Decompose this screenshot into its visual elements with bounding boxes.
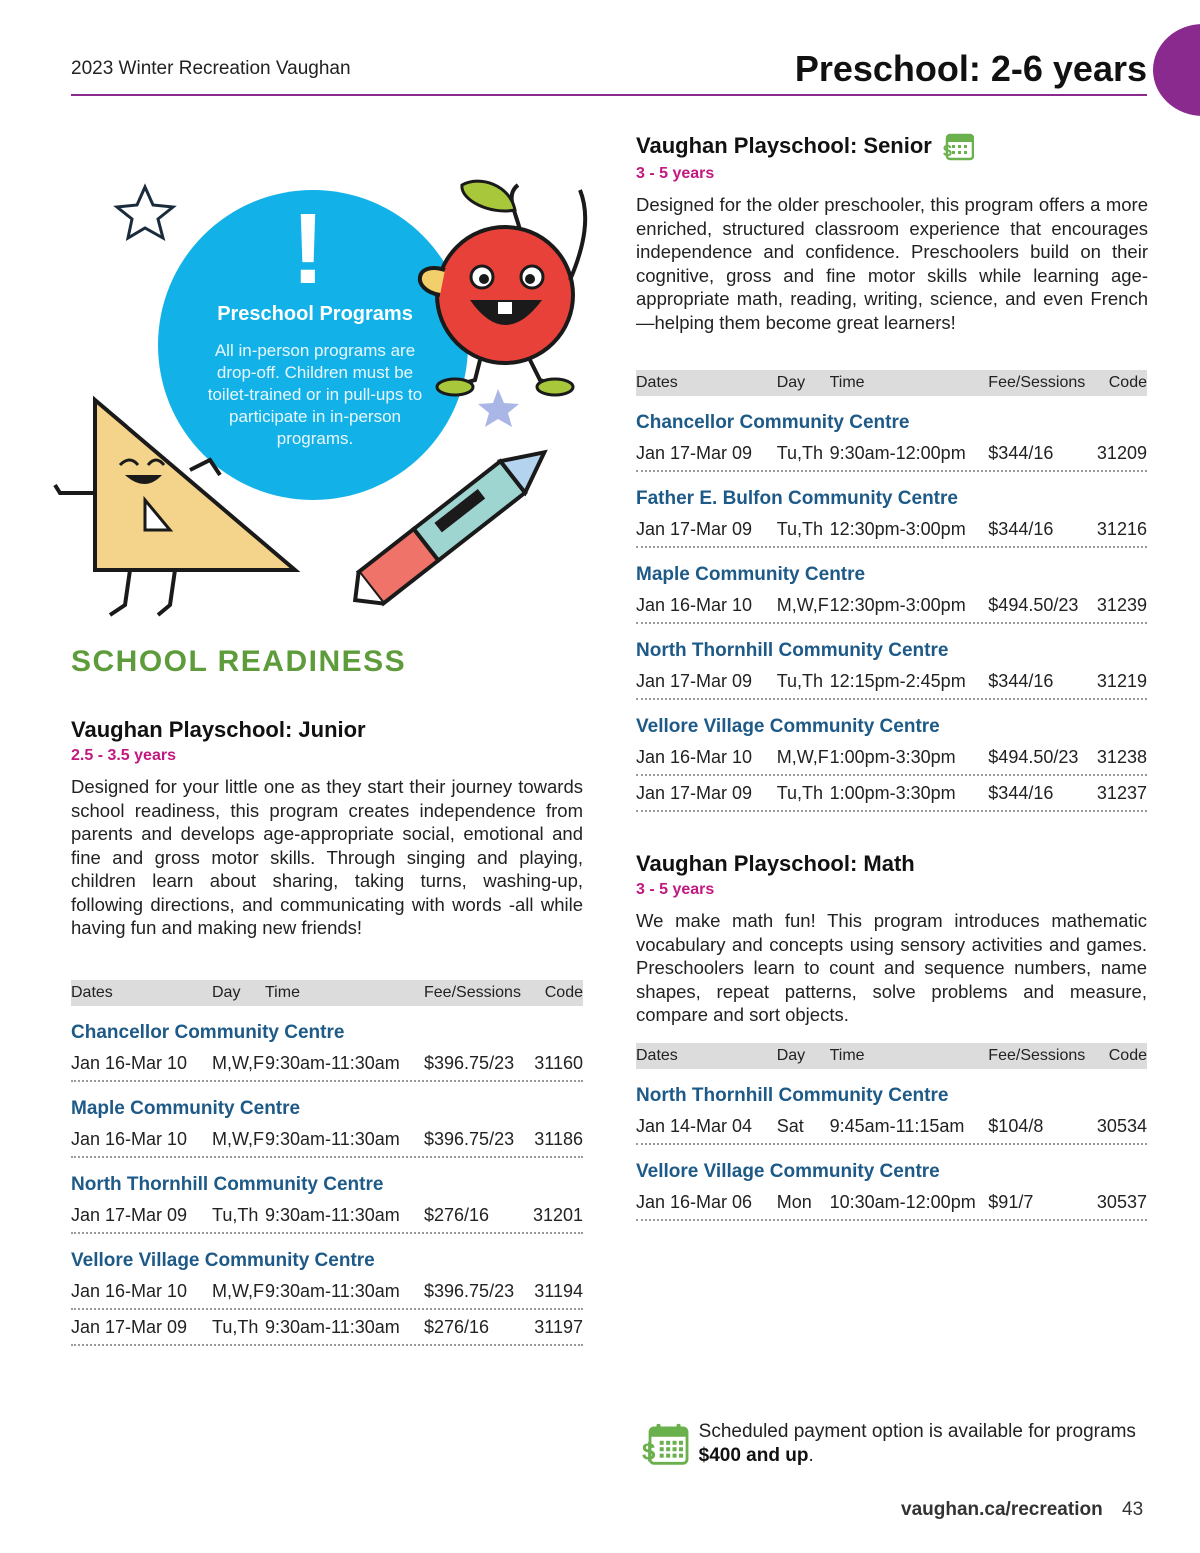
- program-title: Vaughan Playschool: Junior: [71, 717, 366, 742]
- cell-time: 1:00pm-3:30pm: [829, 746, 956, 767]
- table-header: [71, 980, 583, 1006]
- payment-text: [699, 1420, 1147, 1468]
- column-header-day: Day: [776, 374, 806, 391]
- program-description: We make math fun! This program introduces mathematic vocabulary and concepts using sensory activities and games. Preschoolers learn to count and sequence numbers, name shapes, repeat patterns, solve problems and measure, compare and sort objects.: [636, 910, 1147, 1025]
- cell-code: 31237: [1096, 782, 1147, 803]
- page-number: 43: [1122, 1499, 1144, 1520]
- column-header-code: Code: [1108, 374, 1147, 391]
- cell-day: M,W,F: [776, 594, 829, 615]
- cell-day: Tu,Th: [212, 1204, 259, 1225]
- outline-star-icon: [117, 187, 173, 238]
- table-row: [71, 1274, 583, 1310]
- table-row: [636, 1185, 1147, 1221]
- location-name: North Thornhill Community Centre: [71, 1174, 384, 1195]
- cell-fee: $344/16: [988, 782, 1054, 803]
- cell-code: 31209: [1096, 442, 1147, 463]
- section-title: Preschool: 2-6 years: [794, 48, 1147, 89]
- location-name: Vellore Village Community Centre: [71, 1250, 375, 1271]
- svg-text:$: $: [942, 143, 952, 160]
- cell-dates: Jan 17-Mar 09: [71, 1316, 188, 1337]
- payment-note: [642, 1418, 1147, 1470]
- column-header-dates: Dates: [71, 984, 113, 1001]
- cell-fee: $91/7: [988, 1191, 1034, 1212]
- cell-day: Tu,Th: [776, 670, 824, 691]
- location-name: Maple Community Centre: [636, 564, 866, 585]
- table-header: [636, 370, 1147, 396]
- cell-code: 30534: [1096, 1115, 1147, 1136]
- cell-dates: Jan 16-Mar 10: [71, 1280, 188, 1301]
- cell-dates: Jan 14-Mar 04: [636, 1115, 753, 1136]
- table-header: [636, 1043, 1147, 1069]
- location-name: Vellore Village Community Centre: [636, 716, 940, 737]
- cell-code: 31219: [1096, 670, 1147, 691]
- publication-title: 2023 Winter Recreation Vaughan: [71, 58, 351, 79]
- cell-day: Sat: [776, 1115, 804, 1136]
- location-name: North Thornhill Community Centre: [636, 1085, 949, 1106]
- cell-time: 9:30am-11:30am: [265, 1280, 400, 1301]
- cell-code: 31194: [534, 1280, 583, 1301]
- footer-url[interactable]: vaughan.ca/recreation: [901, 1499, 1103, 1520]
- program-title-text: Vaughan Playschool: Senior: [636, 133, 932, 158]
- program-title: [636, 131, 1148, 161]
- cell-time: 9:30am-12:00pm: [829, 442, 966, 463]
- table-row: [71, 1310, 583, 1346]
- cell-day: Mon: [776, 1191, 812, 1212]
- location-name: Chancellor Community Centre: [71, 1022, 345, 1043]
- cell-dates: Jan 17-Mar 09: [636, 518, 753, 539]
- cell-fee: $344/16: [988, 670, 1054, 691]
- table-row: [71, 1122, 583, 1158]
- cell-fee: $276/16: [424, 1316, 490, 1337]
- cell-time: 9:30am-11:30am: [265, 1128, 400, 1149]
- column-header-time: Time: [265, 984, 300, 1001]
- cell-dates: Jan 17-Mar 09: [636, 670, 753, 691]
- category-heading: SCHOOL READINESS: [71, 645, 407, 678]
- column-header-code: Code: [544, 984, 583, 1001]
- schedule-table-senior: [636, 370, 1147, 812]
- location-name: Vellore Village Community Centre: [636, 1161, 940, 1182]
- cell-day: Tu,Th: [776, 518, 824, 539]
- payment-threshold: $400 and up: [698, 1445, 809, 1466]
- cell-time: 9:30am-11:30am: [265, 1052, 400, 1073]
- cell-day: Tu,Th: [212, 1316, 259, 1337]
- cell-day: M,W,F: [212, 1280, 264, 1301]
- program-age: 3 - 5 years: [636, 165, 715, 182]
- cell-day: M,W,F: [212, 1052, 264, 1073]
- payment-calendar-icon: [642, 1418, 689, 1470]
- schedule-table-junior: [71, 980, 583, 1346]
- cell-time: 12:30pm-3:00pm: [829, 518, 966, 539]
- payment-text-before: Scheduled payment option is available for programs: [698, 1421, 1136, 1442]
- program-math: [636, 851, 1147, 1027]
- cell-fee: $494.50/23: [988, 746, 1079, 767]
- program-senior: [636, 131, 1148, 334]
- column-header-day: Day: [212, 984, 241, 1001]
- exclamation-mark: !: [291, 193, 325, 305]
- column-header-day: Day: [776, 1047, 806, 1064]
- program-description: Designed for the older preschooler, this program offers a more enriched, structured classroom experience that encourages independence and confidence. Preschoolers build on their cognitive, gross and fine motor skills while learning age-appropriate math, reading, writing, science, and even French—helping them become great learners!: [636, 194, 1148, 333]
- program-description: Designed for your little one as they start their journey towards school readiness, this program creates independence from parents and develops age-appropriate social, emotional and fine and gross motor skills. Through singing and playing, children learn about sharing, taking turns, washing-up, following directions, and communicating with words -all while having fun and making new friends!: [71, 776, 583, 938]
- table-row: [636, 664, 1147, 700]
- cell-time: 9:45am-11:15am: [829, 1115, 965, 1136]
- cell-code: 31238: [1096, 746, 1147, 767]
- location-name: Maple Community Centre: [71, 1098, 301, 1119]
- cell-fee: $396.75/23: [424, 1280, 515, 1301]
- table-row: [636, 436, 1147, 472]
- cell-fee: $396.75/23: [424, 1128, 515, 1149]
- cell-day: M,W,F: [776, 746, 829, 767]
- payment-text-after: .: [808, 1445, 814, 1466]
- blue-star-icon: [478, 389, 519, 427]
- column-header-fee: Fee/Sessions: [424, 984, 521, 1001]
- program-age: 3 - 5 years: [636, 881, 715, 898]
- cell-time: 10:30am-12:00pm: [829, 1191, 976, 1212]
- section-tab: [1153, 24, 1200, 116]
- cell-dates: Jan 17-Mar 09: [636, 442, 753, 463]
- table-row: [71, 1198, 583, 1234]
- cell-day: Tu,Th: [776, 442, 824, 463]
- column-header-time: Time: [829, 1047, 865, 1064]
- cell-code: 31186: [534, 1128, 583, 1149]
- cell-fee: $396.75/23: [424, 1052, 515, 1073]
- table-row: [636, 1109, 1147, 1145]
- cell-dates: Jan 16-Mar 10: [636, 594, 753, 615]
- cell-time: 12:15pm-2:45pm: [829, 670, 966, 691]
- schedule-table-math: [636, 1043, 1147, 1221]
- program-junior: [71, 717, 583, 940]
- cell-time: 9:30am-11:30am: [265, 1204, 400, 1225]
- column-header-time: Time: [829, 374, 865, 391]
- table-row: [636, 776, 1147, 812]
- cell-code: 31160: [534, 1052, 583, 1073]
- cell-dates: Jan 16-Mar 06: [636, 1191, 753, 1212]
- cell-dates: Jan 16-Mar 10: [71, 1052, 188, 1073]
- cell-code: 30537: [1096, 1191, 1147, 1212]
- column-header-fee: Fee/Sessions: [988, 1047, 1086, 1064]
- cell-code: 31216: [1096, 518, 1147, 539]
- table-row: [636, 588, 1147, 624]
- column-header-dates: Dates: [636, 374, 678, 391]
- cell-dates: Jan 16-Mar 10: [71, 1128, 188, 1149]
- cell-dates: Jan 17-Mar 09: [71, 1204, 188, 1225]
- column-header-dates: Dates: [636, 1047, 678, 1064]
- location-name: North Thornhill Community Centre: [636, 640, 949, 661]
- cell-code: 31239: [1096, 594, 1147, 615]
- cell-time: 1:00pm-3:30pm: [829, 782, 956, 803]
- cell-day: Tu,Th: [776, 782, 824, 803]
- payment-calendar-icon: [942, 131, 974, 161]
- cell-fee: $276/16: [424, 1204, 490, 1225]
- cell-code: 31201: [532, 1204, 583, 1225]
- cell-time: 12:30pm-3:00pm: [829, 594, 966, 615]
- notice-body: All in-person programs are drop-off. Children must be toilet-trained or in pull-ups to participate in in-person programs.: [207, 341, 423, 448]
- column-header-code: Code: [1108, 1047, 1147, 1064]
- cell-code: 31197: [534, 1316, 583, 1337]
- cell-dates: Jan 16-Mar 10: [636, 746, 753, 767]
- table-row: [71, 1046, 583, 1082]
- notice-title: Preschool Programs: [217, 303, 413, 325]
- cell-time: 9:30am-11:30am: [265, 1316, 400, 1337]
- table-row: [636, 740, 1147, 776]
- program-age: 2.5 - 3.5 years: [71, 747, 176, 764]
- cell-day: M,W,F: [212, 1128, 264, 1149]
- program-title: Vaughan Playschool: Math: [636, 851, 915, 876]
- header-rule: [71, 94, 1147, 96]
- cell-fee: $104/8: [988, 1115, 1044, 1136]
- cell-fee: $494.50/23: [988, 594, 1079, 615]
- location-name: Father E. Bulfon Community Centre: [636, 488, 958, 509]
- cell-fee: $344/16: [988, 442, 1054, 463]
- cell-fee: $344/16: [988, 518, 1054, 539]
- column-header-fee: Fee/Sessions: [988, 374, 1086, 391]
- cell-dates: Jan 17-Mar 09: [636, 782, 753, 803]
- table-row: [636, 512, 1147, 548]
- svg-text:$: $: [642, 1438, 656, 1466]
- location-name: Chancellor Community Centre: [636, 412, 910, 433]
